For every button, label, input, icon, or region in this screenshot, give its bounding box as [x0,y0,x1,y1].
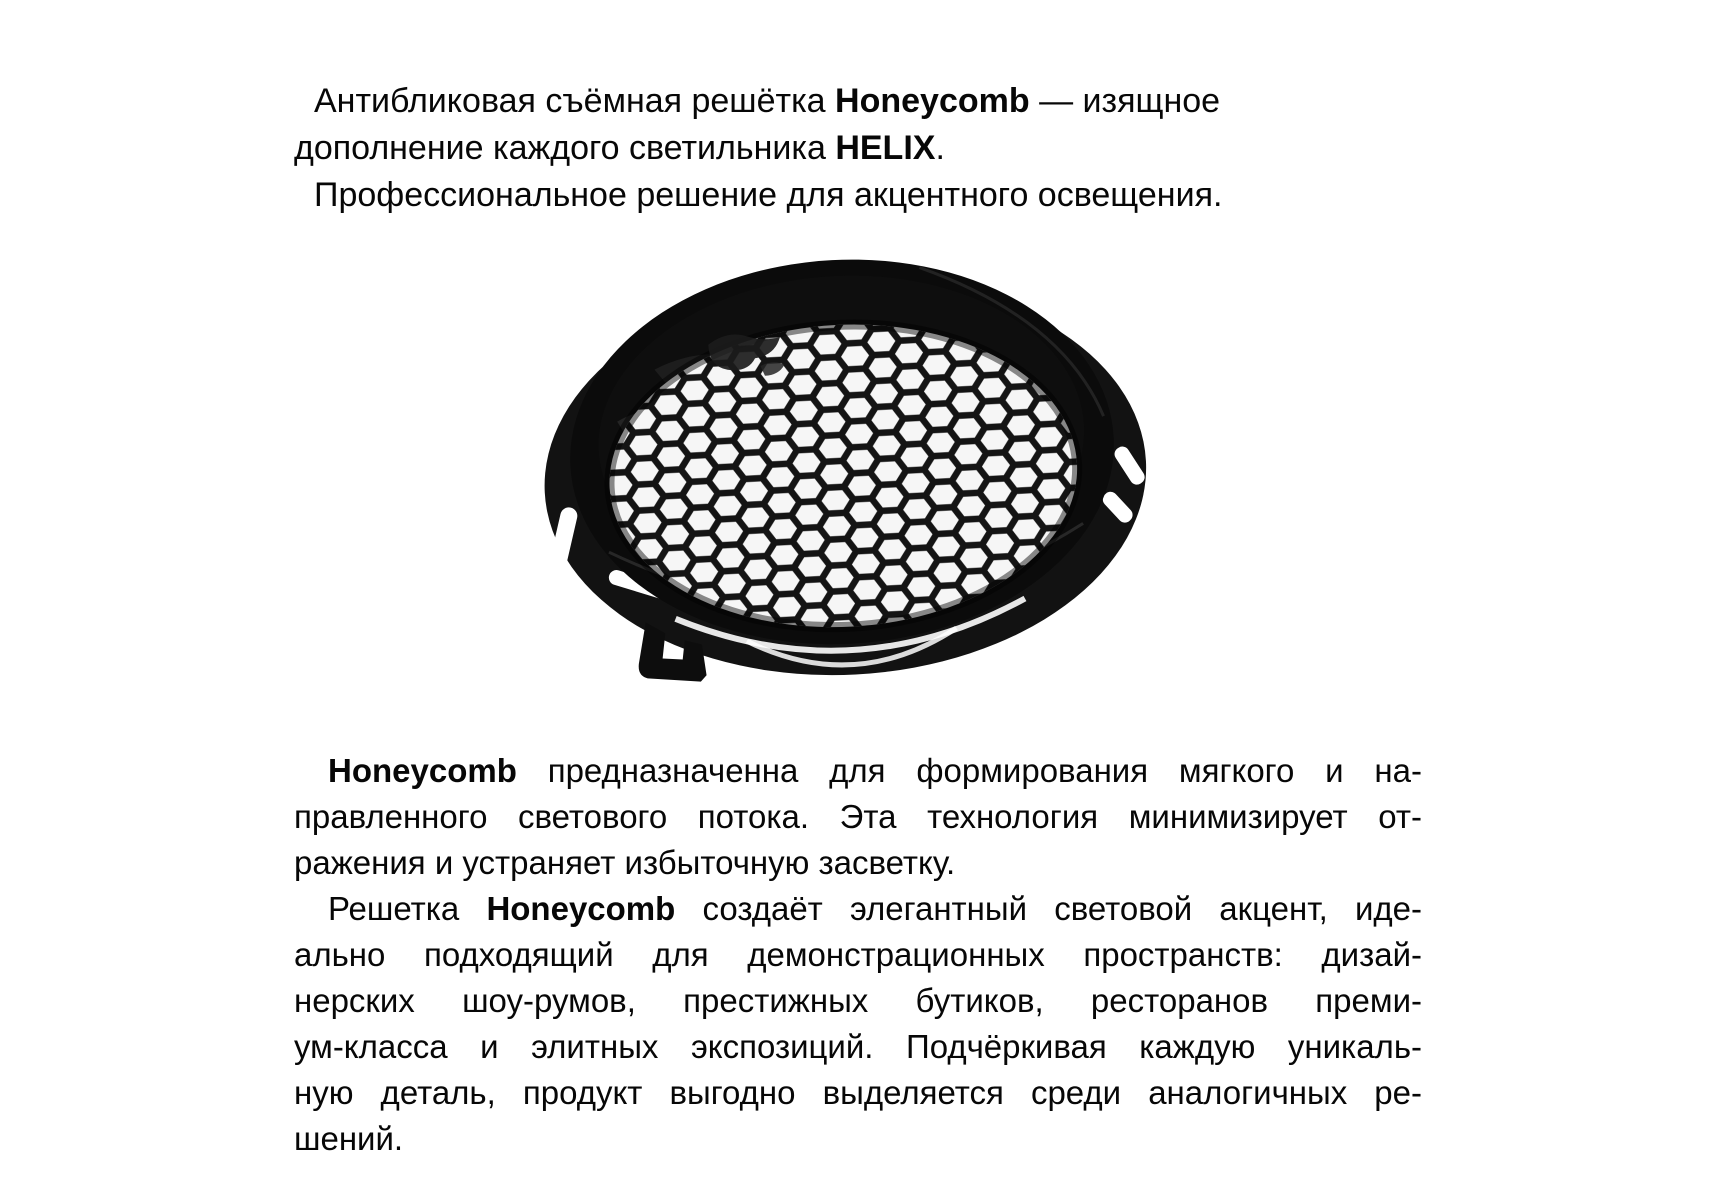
text-line [294,125,1424,172]
text: Профессиональное решение для акцентного освещения. [314,176,1223,214]
text-line [294,172,1424,219]
text-line [294,978,1422,1024]
text: предназначенна для формирования мягкого и на- [516,752,1422,789]
text: — изящное [1029,82,1221,120]
text: ально подходящий для демонстрационных пространств: дизай- [294,936,1422,973]
text: Решетка [328,890,487,927]
text-line [294,748,1422,794]
bold-text: HELIX [835,129,936,167]
text-line [294,1116,1422,1162]
bold-text: Honeycomb [486,890,676,927]
text: ную деталь, продукт выгодно выделяется среди аналогичных ре- [294,1074,1422,1111]
text-line [294,794,1422,840]
text-line [294,932,1422,978]
product-photo-honeycomb-grid [510,240,1170,690]
bold-text: Honeycomb [328,752,517,789]
text-line [294,1070,1422,1116]
text: дополнение каждого светильника [294,129,836,167]
bold-text: Honeycomb [835,82,1030,120]
text-line [294,840,1422,886]
text: . [935,129,945,167]
intro-paragraph [294,78,1424,219]
text-line [294,1024,1422,1070]
text: Антибликовая съёмная решётка [314,82,836,120]
text: ум-класса и элитных экспозиций. Подчёркивая каждую уникаль- [294,1028,1422,1065]
body-paragraphs [294,748,1422,1162]
text-line [294,886,1422,932]
text: шений. [294,1120,404,1157]
text: создаёт элегантный световой акцент, иде- [675,890,1423,927]
text: правленного светового потока. Эта технология минимизирует от- [294,798,1422,835]
text: ражения и устраняет избыточную засветку. [294,844,956,881]
text: нерских шоу-румов, престижных бутиков, ресторанов преми- [294,982,1422,1019]
text-line [294,78,1424,125]
